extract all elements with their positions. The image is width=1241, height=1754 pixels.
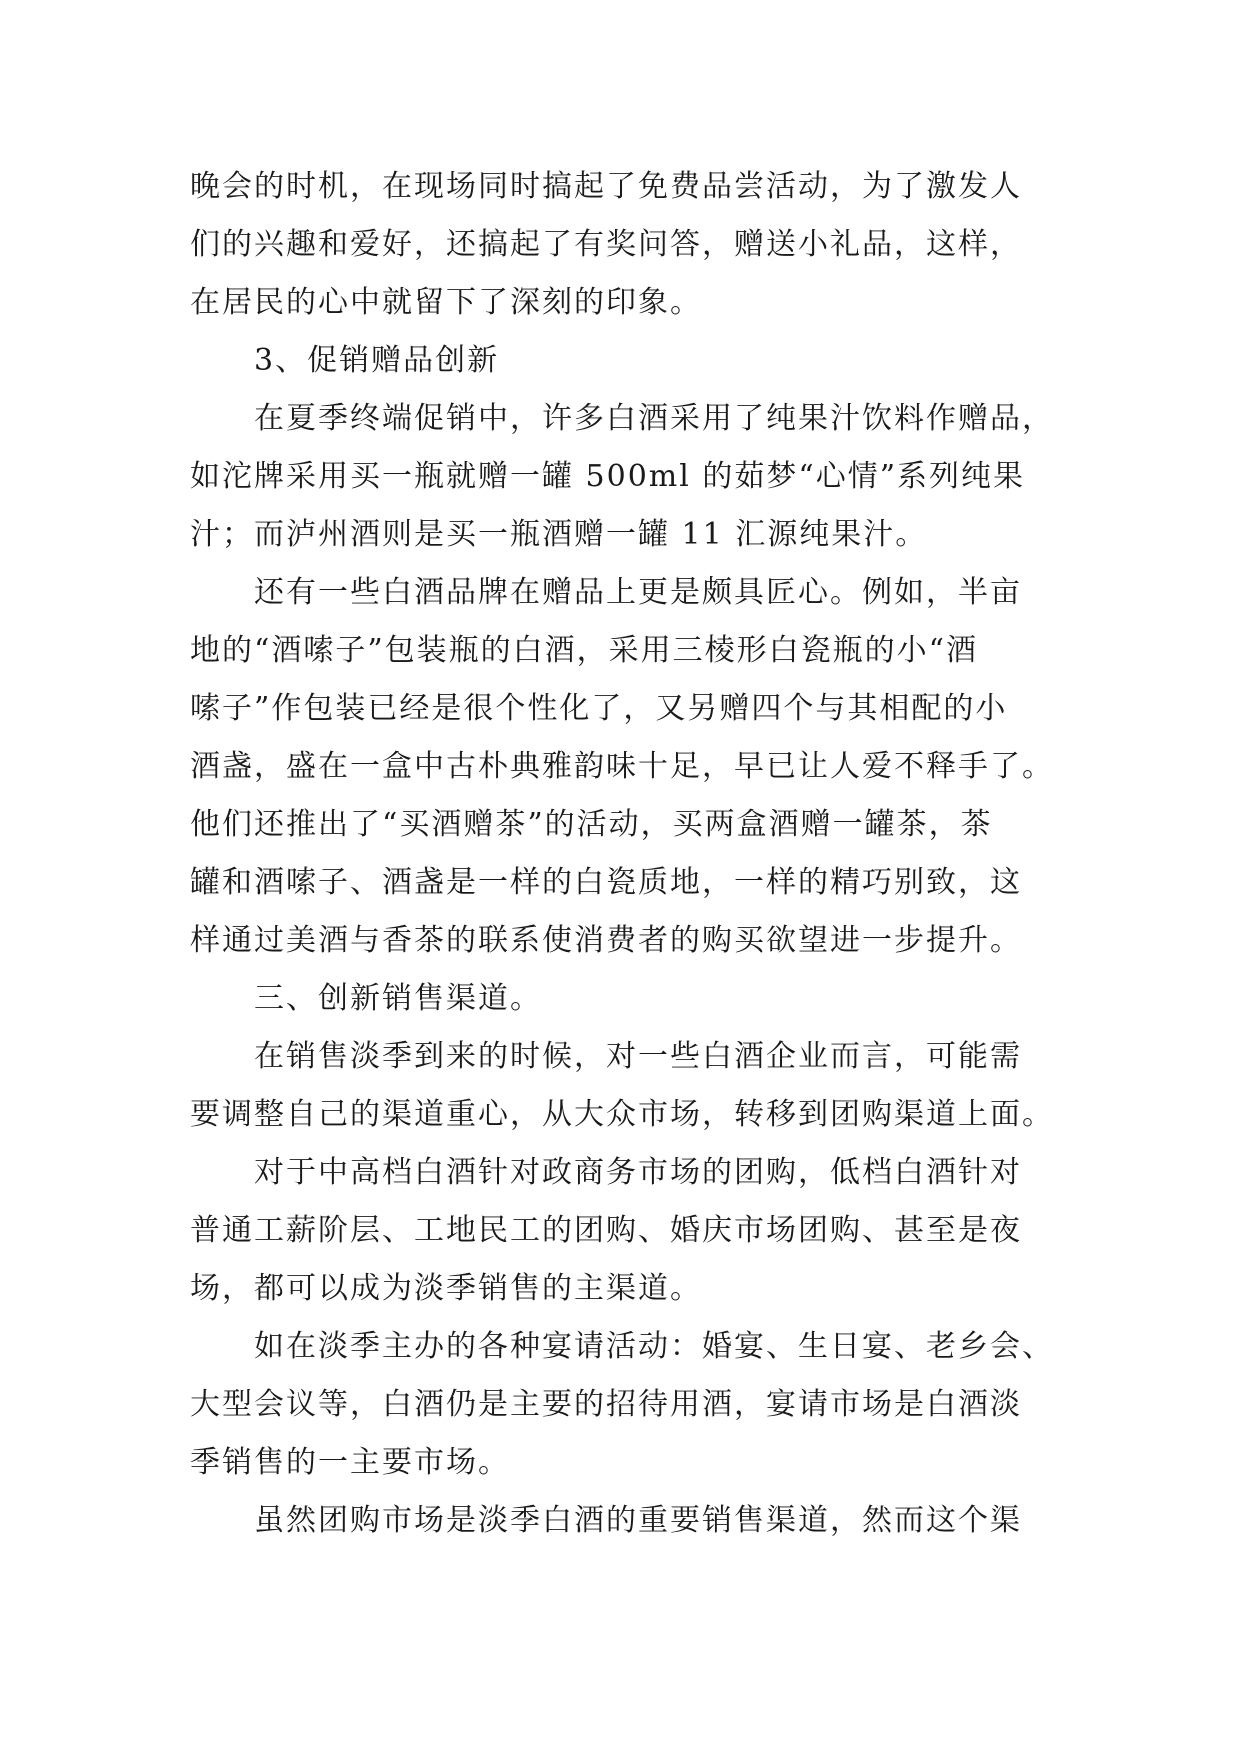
text-line: 嗦子”作包装已经是很个性化了，又另赠四个与其相配的小 (190, 691, 1008, 726)
text-line: 虽然团购市场是淡季白酒的重要销售渠道，然而这个渠 (254, 1503, 1022, 1538)
text-line: 要调整自己的渠道重心，从大众市场，转移到团购渠道上面。 (190, 1097, 1054, 1132)
text-line: 季销售的一主要市场。 (190, 1445, 510, 1480)
text-line: 大型会议等，白酒仍是主要的招待用酒，宴请市场是白酒淡 (190, 1387, 1022, 1422)
text-line: 在居民的心中就留下了深刻的印象。 (190, 285, 702, 320)
text-line: 对于中高档白酒针对政商务市场的团购，低档白酒针对 (254, 1155, 1022, 1190)
text-line: 在销售淡季到来的时候，对一些白酒企业而言，可能需 (254, 1039, 1022, 1074)
text-line: 晚会的时机，在现场同时搞起了免费品尝活动，为了激发人 (190, 169, 1022, 204)
text-line: 场，都可以成为淡季销售的主渠道。 (190, 1271, 702, 1306)
section-heading: 三、创新销售渠道。 (254, 981, 542, 1016)
section-heading: 3、促销赠品创新 (254, 343, 500, 378)
text-line: 汁；而泸州酒则是买一瓶酒赠一罐 11 汇源纯果汁。 (190, 517, 928, 552)
text-line: 地的“酒嗦子”包装瓶的白酒，采用三棱形白瓷瓶的小“酒 (190, 633, 979, 668)
text-line: 在夏季终端促销中，许多白酒采用了纯果汁饮料作赠品， (254, 401, 1054, 436)
text-line: 酒盏，盛在一盒中古朴典雅韵味十足，早已让人爱不释手了。 (190, 749, 1054, 784)
text-line: 还有一些白酒品牌在赠品上更是颇具匠心。例如，半亩 (254, 575, 1022, 610)
text-line: 们的兴趣和爱好，还搞起了有奖问答，赠送小礼品，这样， (190, 227, 1022, 262)
text-line: 罐和酒嗦子、酒盏是一样的白瓷质地，一样的精巧别致，这 (190, 865, 1022, 900)
body-text (190, 158, 1060, 1550)
text-line: 普通工薪阶层、工地民工的团购、婚庆市场团购、甚至是夜 (190, 1213, 1022, 1248)
text-line: 样通过美酒与香茶的联系使消费者的购买欲望进一步提升。 (190, 923, 1022, 958)
text-line: 如在淡季主办的各种宴请活动：婚宴、生日宴、老乡会、 (254, 1329, 1054, 1364)
text-line: 如沱牌采用买一瓶就赠一罐 500ml 的茹梦“心情”系列纯果 (190, 459, 1026, 494)
text-line: 他们还推出了“买酒赠茶”的活动，买两盒酒赠一罐茶，茶 (190, 807, 993, 842)
